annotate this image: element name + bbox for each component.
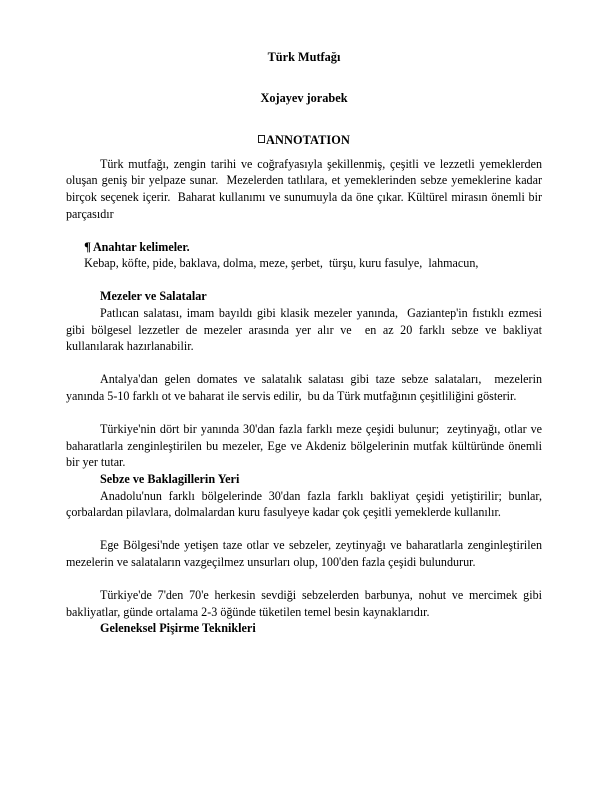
annotation-heading — [66, 107, 542, 148]
keywords-value: Kebap, köfte, pide, baklava, dolma, meze, şerbet, türşu, kuru fasulye, lahmacun, — [84, 256, 479, 271]
section-1-paragraph-0: Anadolu'nun farklı bölgelerinde 30'dan fazla farklı bakliyat çeşidi yetiştirilir; bunlar, çorbalardan pilavlara, dolmalardan kuru fasulyeye kadar çok çeşitli yemeklerde kullanılır. — [66, 488, 546, 520]
pilcrow-icon: ¶ — [84, 239, 91, 254]
annotation-heading-label: ANNOTATION — [266, 132, 350, 147]
section-0-paragraph-1: Antalya'dan gelen domates ve salatalık salatası gibi taze sebze salataları, mezelerin yanında 5-10 farklı ot ve baharat ile servis edilir, bu da Türk mutfağının çeşitliliğini gösterir. — [66, 372, 546, 404]
section-heading-mezeler-ve-salatalar: Mezeler ve Salatalar — [100, 289, 207, 304]
annotation-block — [66, 156, 546, 289]
section-0-paragraph-0: Patlıcan salatası, imam bayıldı gibi klasik mezeler yanında, Gaziantep'in fıstıklı ezmesi gibi bölgesel lezzetler de mezeler arasında yer alır ve en az 20 farklı sebze ve bakliyat kullanılarak hazırlanabilir. — [66, 306, 546, 354]
section-heading-sebze-ve-baklagillerin-yeri: Sebze ve Baklagillerin Yeri — [100, 472, 240, 486]
section-1-paragraph-2: Türkiye'de 7'den 70'e herkesin sevdiği sebzelerden barbunya, nohut ve mercimek gibi bakliyatlar, günde ortalama 2-3 öğünde tüketilen temel besin kaynaklarıdır. — [66, 588, 546, 619]
keywords-line — [66, 222, 542, 288]
page-title: Türk Mutfağı — [267, 50, 341, 64]
author-name: Xojayev jorabek — [260, 91, 348, 106]
annotation-paragraph: Türk mutfağı, zengin tarihi ve coğrafyasıyla şekillenmiş, çeşitli ve lezzetli yemeklerden oluşan geniş bir yelpaze sunar. Mezelerden tatlılara, et yemeklerinden sebze yemeklerine kadar birçok seçenek içerir. Baharat kullanımı ve sunumuyla da öne çıkar. Kültürel mirasın önemli bir parçasıdır — [66, 156, 546, 221]
missing-character-box-icon — [258, 135, 265, 143]
section-1-paragraph-1: Ege Bölgesi'nde yetişen taze otlar ve sebzeler, zeytinyağı ve baharatlarla zenginleştirilen mezelerin ve salataların vazgeçilmez unsurları olup, 100'den fazla çeşidi bulundurur. — [66, 538, 546, 569]
section-heading-geleneksel-pisirme-teknikleri: Geleneksel Pişirme Teknikleri — [100, 621, 256, 636]
section-0-paragraph-2: Türkiye'nin dört bir yanında 30'dan fazla farklı meze çeşidi bulunur; zeytinyağı, otlar ve baharatlarla zenginleştirilen bu mezeler, Ege ve Akdeniz bölgelerinin mutfak kültüründe önemli bir yer tutar. — [66, 422, 546, 470]
keywords-label: Anahtar kelimeler. — [92, 239, 190, 254]
